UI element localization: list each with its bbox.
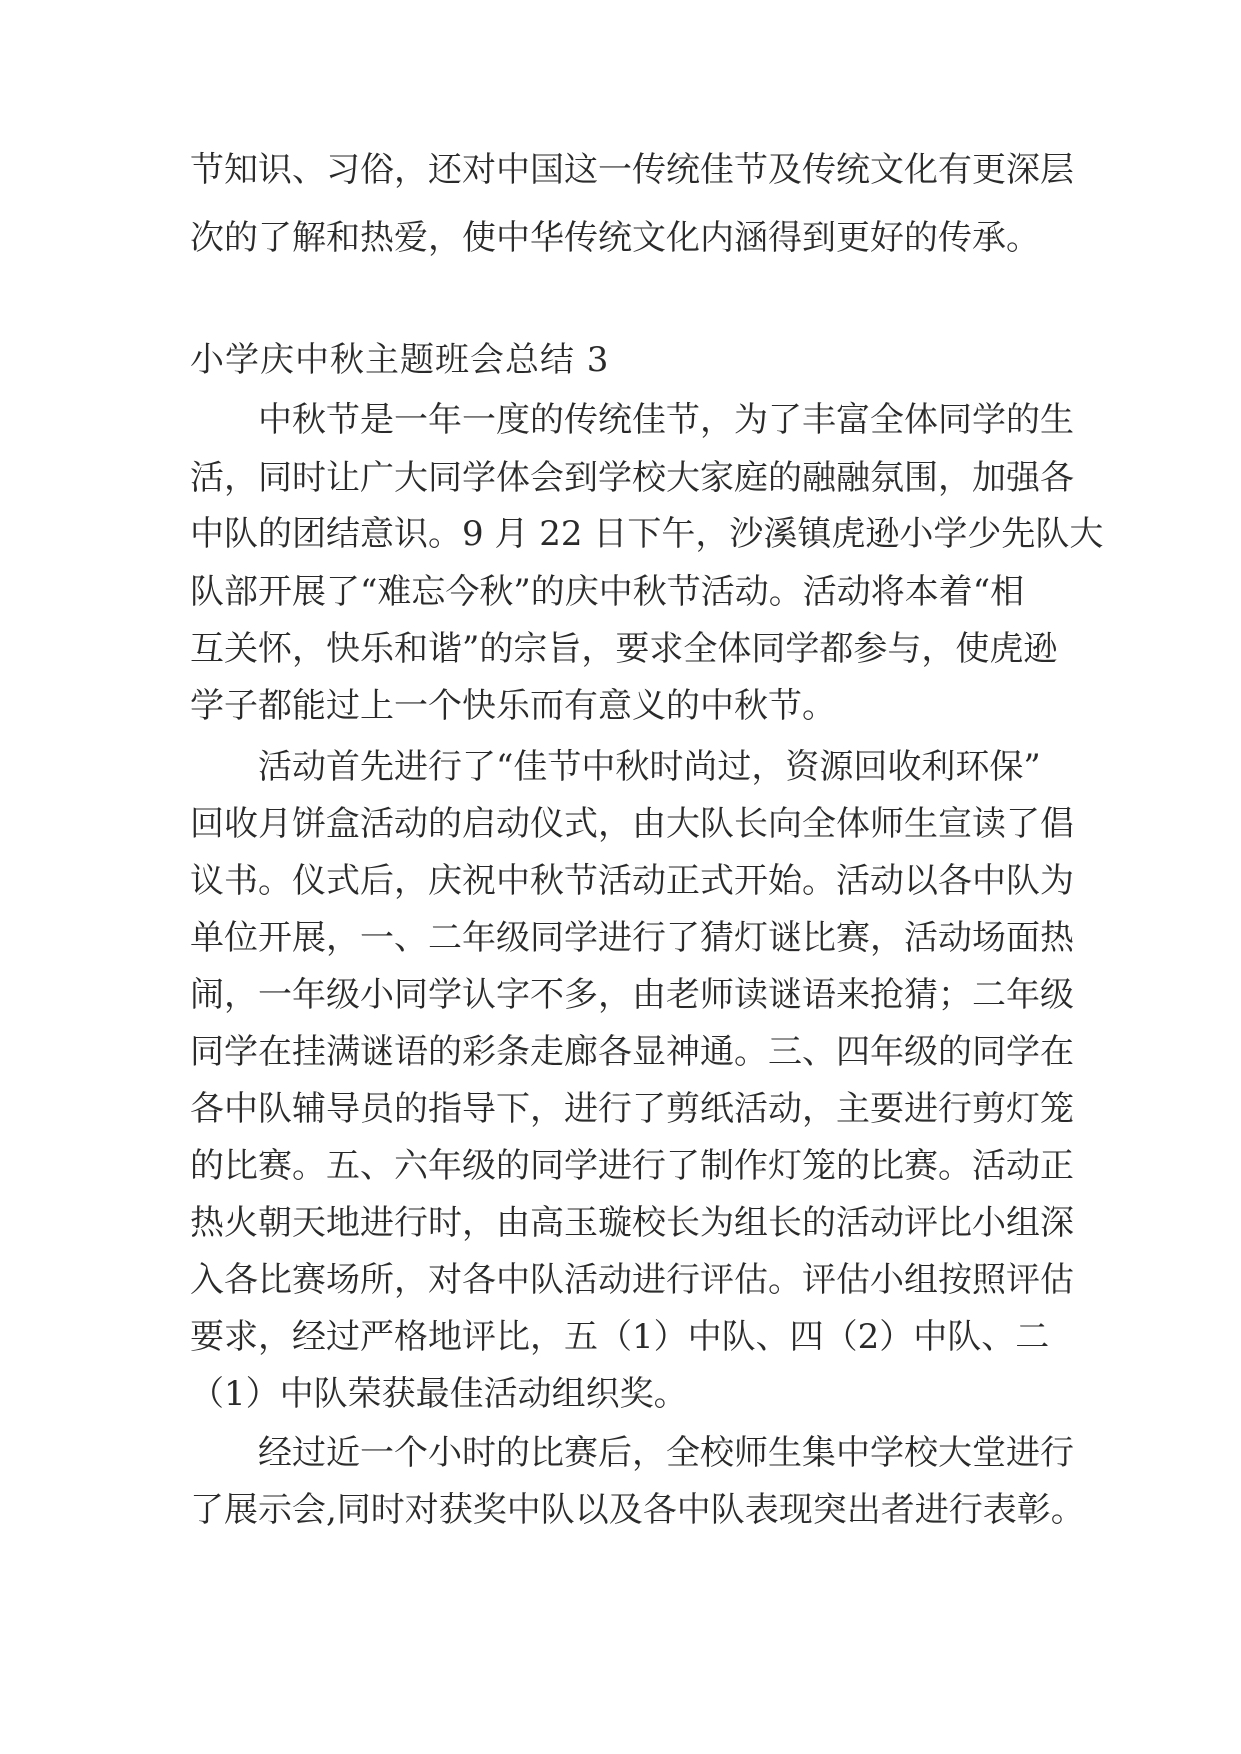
paragraph-line: 热火朝天地进行时，由高玉璇校长为组长的活动评比小组深 <box>190 1203 1074 1243</box>
paragraph-line: 议书。仪式后，庆祝中秋节活动正式开始。活动以各中队为 <box>190 861 1074 901</box>
paragraph-line: 闹，一年级小同学认字不多，由老师读谜语来抢猜；二年级 <box>190 975 1074 1015</box>
text-line: 次的了解和热爱，使中华传统文化内涵得到更好的传承。 <box>190 218 1040 258</box>
paragraph-line: 各中队辅导员的指导下，进行了剪纸活动，主要进行剪灯笼 <box>190 1089 1074 1129</box>
paragraph-line: 队部开展了“难忘今秋”的庆中秋节活动。活动将本着“相 <box>190 572 1025 612</box>
paragraph-line: 单位开展，一、二年级同学进行了猜灯谜比赛，活动场面热 <box>190 918 1074 958</box>
paragraph-line: （1）中队荣获最佳活动组织奖。 <box>190 1374 688 1414</box>
paragraph-line: 同学在挂满谜语的彩条走廊各显神通。三、四年级的同学在 <box>190 1032 1074 1072</box>
paragraph-line: 要求，经过严格地评比，五（1）中队、四（2）中队、二 <box>190 1317 1050 1357</box>
paragraph-line: 的比赛。五、六年级的同学进行了制作灯笼的比赛。活动正 <box>190 1146 1074 1186</box>
paragraph-line: 入各比赛场所，对各中队活动进行评估。评估小组按照评估 <box>190 1260 1074 1300</box>
paragraph-line: 学子都能过上一个快乐而有意义的中秋节。 <box>190 686 836 726</box>
text-line: 节知识、习俗，还对中国这一传统佳节及传统文化有更深层 <box>190 150 1074 190</box>
paragraph-line: 中队的团结意识。9 月 22 日下午，沙溪镇虎逊小学少先队大 <box>190 514 1104 554</box>
paragraph-line: 经过近一个小时的比赛后，全校师生集中学校大堂进行 <box>258 1433 1074 1473</box>
paragraph-line: 活，同时让广大同学体会到学校大家庭的融融氛围，加强各 <box>190 458 1074 498</box>
paragraph-line: 中秋节是一年一度的传统佳节，为了丰富全体同学的生 <box>258 400 1074 440</box>
section-title: 小学庆中秋主题班会总结 3 <box>190 340 610 380</box>
paragraph-line: 活动首先进行了“佳节中秋时尚过，资源回收利环保” <box>258 747 1041 787</box>
paragraph-line: 回收月饼盒活动的启动仪式，由大队长向全体师生宣读了倡 <box>190 804 1074 844</box>
paragraph-line: 了展示会,同时对获奖中队以及各中队表现突出者进行表彰。 <box>190 1490 1085 1530</box>
paragraph-line: 互关怀，快乐和谐”的宗旨，要求全体同学都参与，使虎逊 <box>190 629 1058 669</box>
